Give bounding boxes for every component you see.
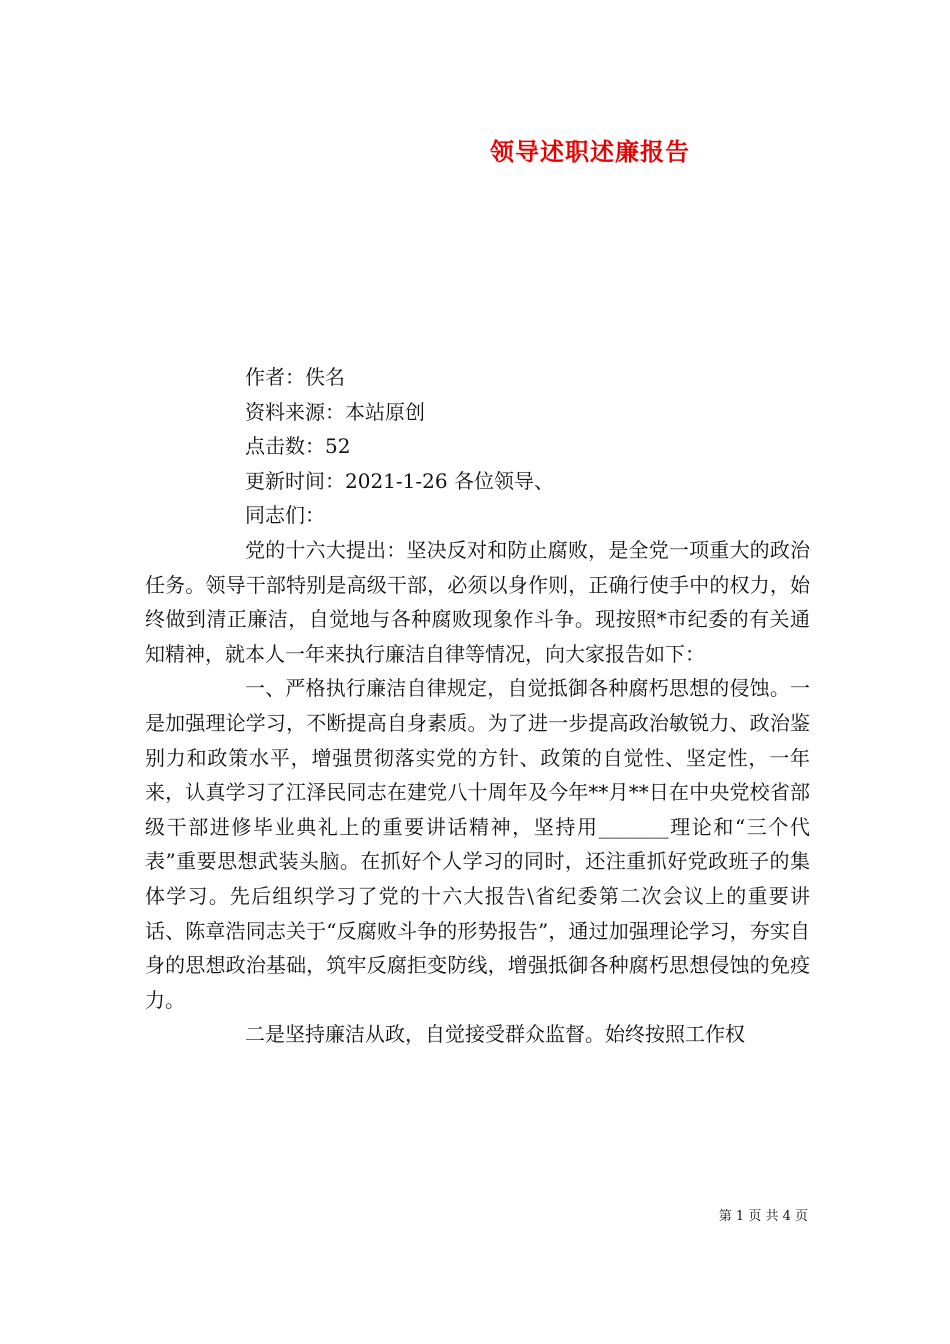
greeting-line: 同志们：: [245, 503, 325, 528]
paragraph-section-one: 一、严格执行廉洁自律规定，自觉抵御各种腐朽思想的侵蚀。一是加强理论学习，不断提高自身素质。为了进一步提高政治敏锐力、政治鉴别力和政策水平，增强贯彻落实党的方针、政策的自觉性、坚定性，一年来，认真学习了江泽民同志在建党八十周年及今年**月**日在中央党校省部级干部进修毕业典礼上的重要讲话精神，坚持用_______理论和“三个代表”重要思想武装头脑。在抓好个人学习的同时，还注重抓好党政班子的集体学习。先后组织学习了党的十六大报告\省纪委第二次会议上的重要讲话、陈章浩同志关于“反腐败斗争的形势报告”，通过加强理论学习，夯实自身的思想政治基础，筑牢反腐拒变防线，增强抵御各种腐朽思想侵蚀的免疫力。: [145, 676, 810, 1012]
source-line: 资料来源：本站原创: [245, 399, 425, 424]
paragraph-intro: 党的十六大提出：坚决反对和防止腐败，是全党一项重大的政治任务。领导干部特别是高级干部，必须以身作则，正确行使手中的权力，始终做到清正廉洁，自觉地与各种腐败现象作斗争。现按照*市纪委的有关通知精神，就本人一年来执行廉洁自律等情况，向大家报告如下：: [145, 537, 810, 666]
page-number: 第 1 页 共 4 页: [718, 1209, 808, 1224]
author-line: 作者：佚名: [245, 365, 345, 389]
document-title: 领导述职述廉报告: [490, 137, 690, 166]
updated-line: 更新时间：2021-1-26 各位领导、: [245, 468, 554, 493]
paragraph-section-two: 二是坚持廉洁从政，自觉接受群众监督。始终按照工作权: [245, 1022, 745, 1047]
clicks-line: 点击数：52: [245, 434, 351, 459]
document-body: [145, 360, 810, 1052]
